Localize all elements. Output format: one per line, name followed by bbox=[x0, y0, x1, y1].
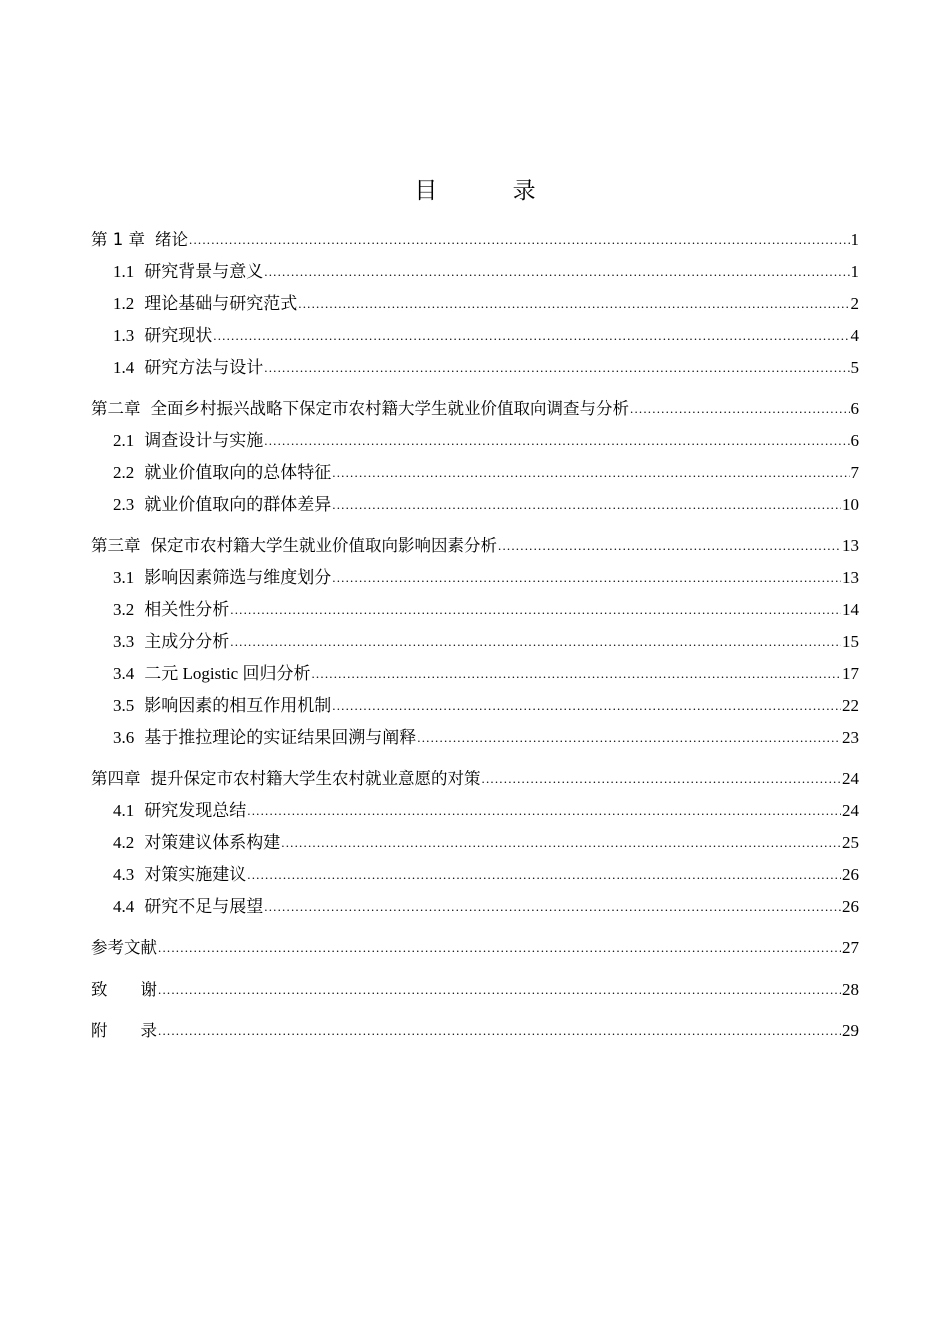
toc-entry-number: 2.3 bbox=[113, 495, 135, 514]
toc-entry-4-2[interactable] bbox=[113, 831, 859, 855]
toc-entry-number: 第三章 bbox=[91, 536, 141, 555]
toc-leader-dots bbox=[264, 356, 849, 380]
toc-entry-page: 13 bbox=[842, 536, 859, 555]
toc-leader-dots bbox=[298, 292, 849, 316]
toc-leader-dots bbox=[158, 978, 841, 1002]
toc-leader-dots bbox=[264, 429, 849, 453]
toc-leader-dots bbox=[158, 936, 841, 960]
toc-entry-number: 3.6 bbox=[113, 728, 135, 747]
toc-entry-title: 基于推拉理论的实证结果回溯与阐释 bbox=[144, 728, 417, 747]
toc-leader-dots bbox=[247, 799, 841, 823]
toc-entry-number: 3.4 bbox=[113, 664, 135, 683]
toc-entry-title: 对策实施建议 bbox=[144, 865, 247, 884]
toc-entry-page: 26 bbox=[842, 865, 859, 884]
toc-leader-dots bbox=[213, 324, 849, 348]
toc-entry-number: 第四章 bbox=[91, 769, 141, 788]
toc-entry-3-2[interactable] bbox=[113, 598, 859, 622]
toc-leader-dots bbox=[482, 767, 842, 791]
toc-leader-dots bbox=[264, 895, 841, 919]
toc-entry-page: 26 bbox=[842, 897, 859, 916]
toc-entry-number: 4.3 bbox=[113, 865, 135, 884]
toc-leader-dots bbox=[281, 831, 841, 855]
toc-entry-page: 24 bbox=[842, 769, 859, 788]
toc-entry-1-1[interactable] bbox=[113, 260, 859, 284]
toc-entry-2-1[interactable] bbox=[113, 429, 859, 453]
toc-entry-title: 影响因素筛选与维度划分 bbox=[144, 568, 332, 587]
toc-entry-3-6[interactable] bbox=[113, 726, 859, 750]
toc-leader-dots bbox=[247, 863, 841, 887]
toc-entry-title: 主成分分析 bbox=[144, 632, 230, 651]
toc-title: 目 录 bbox=[414, 178, 570, 204]
toc-entry-3-5[interactable] bbox=[113, 694, 859, 718]
toc-entry-chapter-2[interactable] bbox=[91, 397, 859, 421]
toc-entry-title: 研究方法与设计 bbox=[144, 358, 264, 377]
toc-entry-number: 1.2 bbox=[113, 294, 135, 313]
toc-entry-number: 3.3 bbox=[113, 632, 135, 651]
toc-entry-title: 研究背景与意义 bbox=[144, 262, 264, 281]
toc-entry-number: 3.5 bbox=[113, 696, 135, 715]
toc-entry-number: 2.2 bbox=[113, 463, 135, 482]
toc-leader-dots bbox=[630, 397, 850, 421]
toc-entry-page: 22 bbox=[842, 696, 859, 715]
toc-entry-page: 1 bbox=[850, 262, 859, 281]
toc-entry-number: 4.1 bbox=[113, 801, 135, 820]
toc-leader-dots bbox=[311, 662, 841, 686]
toc-entry-page: 29 bbox=[842, 1021, 859, 1040]
toc-entry-2-2[interactable] bbox=[113, 461, 859, 485]
toc-entry-number: 2.1 bbox=[113, 431, 135, 450]
toc-leader-dots bbox=[189, 228, 850, 252]
toc-entry-page: 4 bbox=[850, 326, 859, 345]
toc-entry-4-1[interactable] bbox=[113, 799, 859, 823]
toc-entry-number: 1.1 bbox=[113, 262, 135, 281]
toc-entry-page: 28 bbox=[842, 980, 859, 999]
toc-entry-page: 15 bbox=[842, 632, 859, 651]
toc-entry-title: 调查设计与实施 bbox=[144, 431, 264, 450]
toc-entry-1-2[interactable] bbox=[113, 292, 859, 316]
toc-leader-dots bbox=[264, 260, 849, 284]
toc-entry-title: 就业价值取向的总体特征 bbox=[144, 463, 332, 482]
toc-entry-number: 1.4 bbox=[113, 358, 135, 377]
toc-entry-4-3[interactable] bbox=[113, 863, 859, 887]
toc-leader-dots bbox=[498, 534, 841, 558]
toc-entry-appendix[interactable] bbox=[91, 1019, 859, 1043]
toc-entry-number: 4.4 bbox=[113, 897, 135, 916]
toc-entry-title: 二元 Logistic 回归分析 bbox=[144, 664, 311, 683]
toc-entry-title: 研究不足与展望 bbox=[144, 897, 264, 916]
toc-entry-3-4[interactable] bbox=[113, 662, 859, 686]
toc-entry-title: 研究现状 bbox=[144, 326, 213, 345]
toc-entry-page: 7 bbox=[850, 463, 859, 482]
toc-leader-dots bbox=[332, 461, 849, 485]
toc-entry-page: 24 bbox=[842, 801, 859, 820]
toc-entry-acknowledgements[interactable] bbox=[91, 978, 859, 1002]
toc-leader-dots bbox=[332, 493, 841, 517]
toc-leader-dots bbox=[417, 726, 841, 750]
toc-entry-title: 全面乡村振兴战略下保定市农村籍大学生就业价值取向调查与分析 bbox=[150, 399, 629, 418]
toc-entry-page: 1 bbox=[850, 230, 859, 249]
toc-entry-title: 对策建议体系构建 bbox=[144, 833, 281, 852]
toc-entry-chapter-4[interactable] bbox=[91, 767, 859, 791]
toc-entry-number: 4.2 bbox=[113, 833, 135, 852]
toc-entry-references[interactable] bbox=[91, 936, 859, 960]
toc-entry-number: 第 1 章 bbox=[91, 230, 145, 249]
toc-entry-title: 就业价值取向的群体差异 bbox=[144, 495, 332, 514]
toc-entry-page: 17 bbox=[842, 664, 859, 683]
toc-entry-title: 提升保定市农村籍大学生农村就业意愿的对策 bbox=[150, 769, 481, 788]
toc-entry-page: 27 bbox=[842, 938, 859, 957]
toc-entry-page: 13 bbox=[842, 568, 859, 587]
toc-entry-4-4[interactable] bbox=[113, 895, 859, 919]
toc-entry-page: 14 bbox=[842, 600, 859, 619]
toc-leader-dots bbox=[158, 1019, 841, 1043]
toc-entry-chapter-1[interactable] bbox=[91, 228, 859, 252]
toc-entry-page: 2 bbox=[850, 294, 859, 313]
toc-entry-number: 1.3 bbox=[113, 326, 135, 345]
toc-entry-3-3[interactable] bbox=[113, 630, 859, 654]
toc-entry-1-3[interactable] bbox=[113, 324, 859, 348]
toc-entry-page: 6 bbox=[850, 399, 859, 418]
toc-entry-page: 23 bbox=[842, 728, 859, 747]
toc-entry-title: 保定市农村籍大学生就业价值取向影响因素分析 bbox=[150, 536, 497, 555]
toc-entry-page: 10 bbox=[842, 495, 859, 514]
toc-entry-title: 绪论 bbox=[155, 230, 188, 249]
toc-leader-dots bbox=[332, 566, 841, 590]
toc-entry-3-1[interactable] bbox=[113, 566, 859, 590]
toc-entry-title: 研究发现总结 bbox=[144, 801, 247, 820]
toc-entry-page: 25 bbox=[842, 833, 859, 852]
toc-entry-page: 5 bbox=[850, 358, 859, 377]
toc-entry-title: 影响因素的相互作用机制 bbox=[144, 696, 332, 715]
toc-entry-title: 附 录 bbox=[91, 1021, 157, 1040]
toc-entry-title: 相关性分析 bbox=[144, 600, 230, 619]
toc-leader-dots bbox=[230, 630, 841, 654]
toc-entry-chapter-3[interactable] bbox=[91, 534, 859, 558]
toc-entry-number: 3.2 bbox=[113, 600, 135, 619]
toc-entry-number: 第二章 bbox=[91, 399, 141, 418]
toc-entry-2-3[interactable] bbox=[113, 493, 859, 517]
toc-leader-dots bbox=[332, 694, 841, 718]
toc-entry-page: 6 bbox=[850, 431, 859, 450]
toc-entry-title: 致 谢 bbox=[91, 980, 157, 999]
toc-entry-title: 参考文献 bbox=[91, 938, 157, 957]
toc-leader-dots bbox=[230, 598, 841, 622]
toc-entry-1-4[interactable] bbox=[113, 356, 859, 380]
toc-entry-number: 3.1 bbox=[113, 568, 135, 587]
toc-entry-title: 理论基础与研究范式 bbox=[144, 294, 298, 313]
